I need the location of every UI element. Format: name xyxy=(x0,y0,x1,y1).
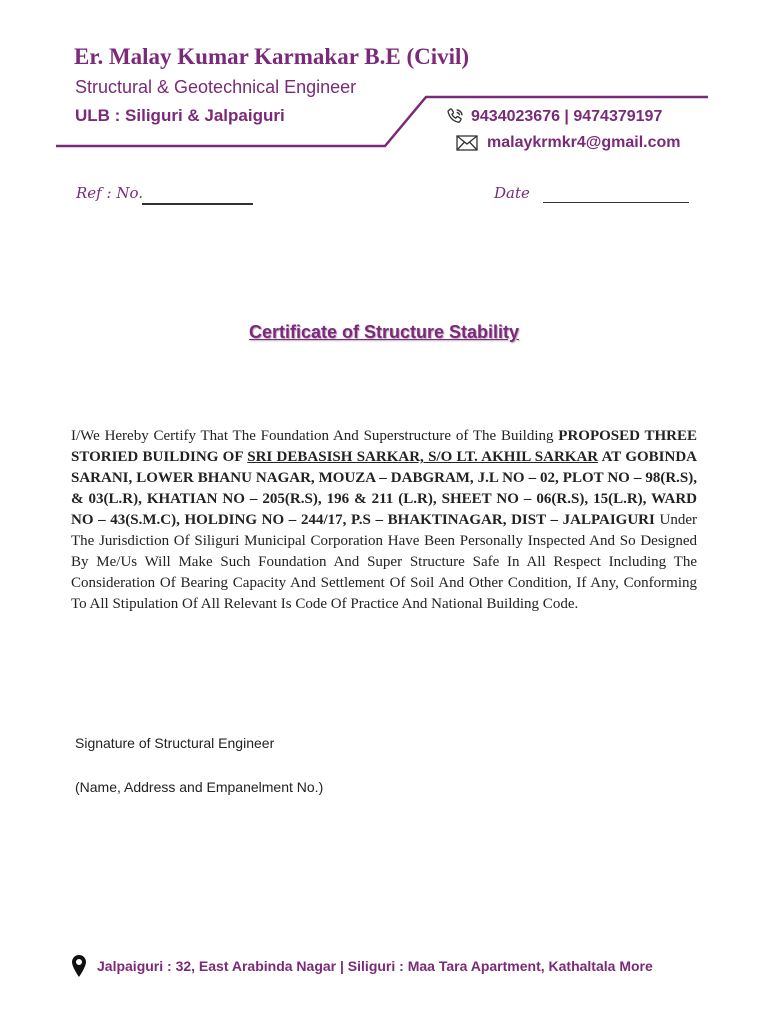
date-field[interactable] xyxy=(543,202,689,203)
footer-address-text: Jalpaiguri : 32, East Arabinda Nagar | Siliguri : Maa Tara Apartment, Kathaltala More xyxy=(97,958,653,974)
signature-details-label: (Name, Address and Empanelment No.) xyxy=(75,779,324,795)
ref-no-field[interactable] xyxy=(142,203,253,205)
phone-contact xyxy=(445,107,662,127)
body-building-description: PROPOSED THREE STORIED BUILDING OF xyxy=(71,428,697,465)
email-address[interactable]: malaykrmkr4@gmail.com xyxy=(487,134,681,151)
engineer-subtitle: Structural & Geotechnical Engineer xyxy=(75,77,357,97)
certificate-body xyxy=(71,426,697,615)
ref-no-label: Ref : No. xyxy=(76,184,143,202)
location-pin-icon xyxy=(72,955,86,977)
signature-label: Signature of Structural Engineer xyxy=(75,735,275,751)
body-owner-name: SRI DEBASISH SARKAR, S/O LT. AKHIL SARKAR xyxy=(247,449,599,465)
body-intro: I/We Hereby Certify That The Foundation And Superstructure of The Building xyxy=(71,428,559,444)
phone-numbers: 9434023676 | 9474379197 xyxy=(471,108,663,125)
phone-icon xyxy=(445,107,465,127)
body-certification-text: Under The Jurisdiction Of Siliguri Municipal Corporation Have Been Personally Inspected And So Designed By Me/Us Will Make Such Foundation And Super Structure Safe In All Respect Including The Consideration Of Bearing Capacity And Settlement Of Soil And Other Condition, If Any, Conforming To All Stipulation Of All Relevant Is Code Of Practice And National Building Code. xyxy=(71,512,697,612)
date-label: Date xyxy=(494,184,530,202)
certificate-title: Certificate of Structure Stability xyxy=(248,322,520,342)
email-contact xyxy=(456,134,680,152)
body-property-details: AT GOBINDA SARANI, LOWER BHANU NAGAR, MOUZA – DABGRAM, J.L NO – 02, PLOT NO – 98(R.S), & 03(L.R), KHATIAN NO – 205(R.S), 196 & 211 (L.R), SHEET NO – 06(R.S), 15(L.R), WARD NO – 43(S.M.C), HOLDING NO – 244/17, P.S – BHAKTINAGAR, DIST – JALPAIGURI xyxy=(71,449,697,528)
ulb-label: ULB : Siliguri & Jalpaiguri xyxy=(75,106,285,125)
engineer-name: Er. Malay Kumar Karmakar B.E (Civil) xyxy=(74,44,470,69)
footer-address xyxy=(72,955,653,977)
envelope-icon xyxy=(456,135,478,151)
